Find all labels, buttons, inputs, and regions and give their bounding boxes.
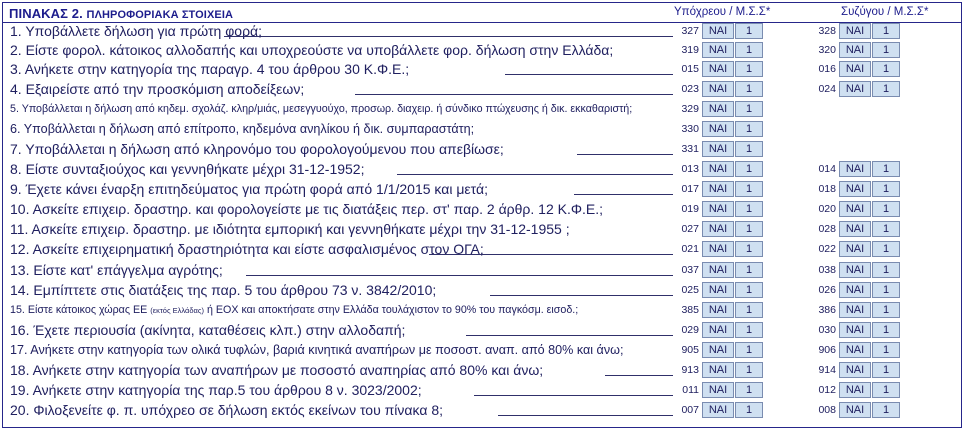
question-text: 18. Ανήκετε στην κατηγορία των αναπήρων με ποσοστό αναπηρίας από 80% και άνω; <box>10 362 544 378</box>
value-field-spouse[interactable]: 1 <box>872 382 900 398</box>
question-text: 20. Φιλοξενείτε φ. π. υπόχρεο σε δήλωση εκτός εκείνων του πίνακα 8; <box>10 402 443 418</box>
field-code-taxpayer: 017 <box>681 183 699 195</box>
value-field-taxpayer[interactable]: 1 <box>735 302 763 318</box>
yes-checkbox-taxpayer[interactable]: ΝΑΙ <box>702 221 734 237</box>
question-text: 4. Εξαιρείστε από την προσκόμιση αποδείξεων; <box>10 81 305 97</box>
question-row <box>3 41 961 60</box>
yes-checkbox-taxpayer[interactable]: ΝΑΙ <box>702 262 734 278</box>
question-text: 7. Υποβάλλεται η δήλωση από κληρονόμο του φορολογούμενου που απεβίωσε; <box>10 141 504 157</box>
leader-line <box>605 375 673 376</box>
value-field-spouse[interactable]: 1 <box>872 221 900 237</box>
yes-checkbox-spouse[interactable]: ΝΑΙ <box>839 241 871 257</box>
question-text: 5. Υποβάλλεται η δήλωση από κηδεμ. σχολάζ. κληρ/μιάς, μεσεγγυούχο, προσωρ. διαχειρ. ή σύνδικο πτώχευσης ή δικ. εκκαθαριστή; <box>10 103 633 115</box>
field-code-spouse: 028 <box>818 223 836 235</box>
table-header <box>3 3 961 23</box>
value-field-spouse[interactable]: 1 <box>872 241 900 257</box>
question-text: 8. Είστε συνταξιούχος και γεννηθήκατε μέχρι 31-12-1952; <box>10 161 365 177</box>
value-field-spouse[interactable]: 1 <box>872 302 900 318</box>
value-field-spouse[interactable]: 1 <box>872 262 900 278</box>
field-code-taxpayer: 025 <box>681 284 699 296</box>
field-code-spouse: 018 <box>818 183 836 195</box>
question-text: 17. Ανήκετε στην κατηγορία των ολικά τυφλών, βαριά κινητικά αναπήρων με ποσοστ. αναπ. από 80% και άνω; <box>10 343 624 357</box>
question-text: 1. Υποβάλλετε δήλωση για πρώτη φορά; <box>10 23 263 39</box>
yes-checkbox-spouse[interactable]: ΝΑΙ <box>839 302 871 318</box>
field-code-taxpayer: 013 <box>681 163 699 175</box>
value-field-spouse[interactable]: 1 <box>872 322 900 338</box>
question-row <box>3 281 961 300</box>
yes-checkbox-spouse[interactable]: ΝΑΙ <box>839 42 871 58</box>
question-text: 13. Είστε κατ' επάγγελμα αγρότης; <box>10 262 223 278</box>
yes-checkbox-taxpayer[interactable]: ΝΑΙ <box>702 362 734 378</box>
question-row <box>3 180 961 199</box>
question-row <box>3 321 961 340</box>
value-field-taxpayer[interactable]: 1 <box>735 23 763 39</box>
leader-line <box>474 395 673 396</box>
yes-checkbox-spouse[interactable]: ΝΑΙ <box>839 181 871 197</box>
question-text: 10. Ασκείτε επιχειρ. δραστηρ. και φορολογείστε με τις διατάξεις περ. στ' παρ. 2 άρθρ. 12 Κ.Φ.Ε.; <box>10 201 604 217</box>
field-code-spouse: 020 <box>818 203 836 215</box>
question-row <box>3 100 961 119</box>
value-field-spouse[interactable]: 1 <box>872 402 900 418</box>
question-text: 12. Ασκείτε επιχειρηματική δραστηριότητα και είστε ασφαλισμένος στον ΟΓΑ; <box>10 241 484 257</box>
question-row <box>3 301 961 320</box>
field-code-taxpayer: 021 <box>681 243 699 255</box>
question-text: 16. Έχετε περιουσία (ακίνητα, καταθέσεις κλπ.) στην αλλοδαπή; <box>10 322 406 338</box>
yes-checkbox-taxpayer[interactable]: ΝΑΙ <box>702 161 734 177</box>
field-code-taxpayer: 913 <box>681 364 699 376</box>
field-code-taxpayer: 023 <box>681 83 699 95</box>
yes-checkbox-spouse[interactable]: ΝΑΙ <box>839 322 871 338</box>
yes-checkbox-taxpayer[interactable]: ΝΑΙ <box>702 201 734 217</box>
question-row <box>3 160 961 179</box>
field-code-taxpayer: 329 <box>681 103 699 115</box>
field-code-spouse: 320 <box>818 44 836 56</box>
field-code-taxpayer: 331 <box>681 143 699 155</box>
yes-checkbox-spouse[interactable]: ΝΑΙ <box>839 282 871 298</box>
leader-line <box>577 154 673 155</box>
value-field-spouse[interactable]: 1 <box>872 362 900 378</box>
question-text: 9. Έχετε κάνει έναρξη επιτηδεύματος για πρώτη φορά από 1/1/2015 και μετά; <box>10 181 488 197</box>
yes-checkbox-spouse[interactable]: ΝΑΙ <box>839 342 871 358</box>
question-row <box>3 120 961 139</box>
leader-line <box>246 275 673 276</box>
field-code-spouse: 914 <box>818 364 836 376</box>
field-code-taxpayer: 015 <box>681 63 699 75</box>
field-code-taxpayer: 029 <box>681 324 699 336</box>
yes-checkbox-taxpayer[interactable]: ΝΑΙ <box>702 282 734 298</box>
column-header-spouse: Συζύγου / Μ.Σ.Σ* <box>841 6 929 18</box>
field-code-taxpayer: 319 <box>681 44 699 56</box>
yes-checkbox-spouse[interactable]: ΝΑΙ <box>839 221 871 237</box>
field-code-spouse: 038 <box>818 264 836 276</box>
yes-checkbox-taxpayer[interactable]: ΝΑΙ <box>702 81 734 97</box>
value-field-taxpayer[interactable]: 1 <box>735 342 763 358</box>
leader-line <box>498 415 673 416</box>
value-field-spouse[interactable]: 1 <box>872 61 900 77</box>
question-text: 6. Υποβάλλεται η δήλωση από επίτροπο, κηδεμόνα ανηλίκου ή δικ. συμπαραστάτη; <box>10 122 475 136</box>
value-field-taxpayer[interactable]: 1 <box>735 101 763 117</box>
question-row <box>3 220 961 239</box>
yes-checkbox-taxpayer[interactable]: ΝΑΙ <box>702 322 734 338</box>
yes-checkbox-spouse[interactable]: ΝΑΙ <box>839 362 871 378</box>
yes-checkbox-taxpayer[interactable]: ΝΑΙ <box>702 342 734 358</box>
value-field-spouse[interactable]: 1 <box>872 342 900 358</box>
field-code-spouse: 024 <box>818 83 836 95</box>
field-code-spouse: 016 <box>818 63 836 75</box>
question-row <box>3 341 961 360</box>
yes-checkbox-spouse[interactable]: ΝΑΙ <box>839 23 871 39</box>
value-field-taxpayer[interactable]: 1 <box>735 201 763 217</box>
value-field-spouse[interactable]: 1 <box>872 282 900 298</box>
field-code-spouse: 012 <box>818 384 836 396</box>
field-code-taxpayer: 007 <box>681 404 699 416</box>
yes-checkbox-taxpayer[interactable]: ΝΑΙ <box>702 302 734 318</box>
value-field-taxpayer[interactable]: 1 <box>735 61 763 77</box>
column-header-taxpayer: Υπόχρεου / Μ.Σ.Σ* <box>674 6 771 18</box>
question-row <box>3 80 961 99</box>
question-text: 11. Ασκείτε επιχειρ. δραστηρ. με ιδιότητα εμπορική και γεννηθήκατε μέχρι την 31-12-1955 ; <box>10 221 570 237</box>
yes-checkbox-spouse[interactable]: ΝΑΙ <box>839 61 871 77</box>
question-text: 19. Ανήκετε στην κατηγορία της παρ.5 του άρθρου 8 ν. 3023/2002; <box>10 382 422 398</box>
yes-checkbox-taxpayer[interactable]: ΝΑΙ <box>702 382 734 398</box>
leader-line <box>397 174 673 175</box>
yes-checkbox-taxpayer[interactable]: ΝΑΙ <box>702 181 734 197</box>
leader-line <box>505 74 673 75</box>
question-row <box>3 261 961 280</box>
field-code-spouse: 030 <box>818 324 836 336</box>
yes-checkbox-spouse[interactable]: ΝΑΙ <box>839 161 871 177</box>
value-field-taxpayer[interactable]: 1 <box>735 81 763 97</box>
value-field-taxpayer[interactable]: 1 <box>735 362 763 378</box>
leader-line <box>355 94 673 95</box>
yes-checkbox-taxpayer[interactable]: ΝΑΙ <box>702 141 734 157</box>
yes-checkbox-spouse[interactable]: ΝΑΙ <box>839 402 871 418</box>
field-code-spouse: 026 <box>818 284 836 296</box>
value-field-spouse[interactable]: 1 <box>872 81 900 97</box>
field-code-spouse: 022 <box>818 243 836 255</box>
question-row <box>3 361 961 380</box>
question-text: 3. Ανήκετε στην κατηγορία της παραγρ. 4 του άρθρου 30 Κ.Φ.Ε.; <box>10 61 410 77</box>
field-code-taxpayer: 019 <box>681 203 699 215</box>
question-row <box>3 240 961 259</box>
leader-line <box>466 335 673 336</box>
question-row <box>3 401 961 420</box>
yes-checkbox-spouse[interactable]: ΝΑΙ <box>839 81 871 97</box>
field-code-spouse: 386 <box>818 304 836 316</box>
question-row <box>3 22 961 41</box>
table-title: ΠΙΝΑΚΑΣ 2. ΠΛΗΡΟΦΟΡΙΑΚΑ ΣΤΟΙΧΕΙΑ <box>9 6 234 21</box>
value-field-spouse[interactable]: 1 <box>872 181 900 197</box>
value-field-taxpayer[interactable]: 1 <box>735 221 763 237</box>
value-field-taxpayer[interactable]: 1 <box>735 121 763 137</box>
field-code-spouse: 328 <box>818 25 836 37</box>
question-row <box>3 200 961 219</box>
yes-checkbox-taxpayer[interactable]: ΝΑΙ <box>702 101 734 117</box>
leader-line <box>429 254 673 255</box>
value-field-taxpayer[interactable]: 1 <box>735 322 763 338</box>
value-field-spouse[interactable]: 1 <box>872 201 900 217</box>
question-row <box>3 140 961 159</box>
field-code-taxpayer: 905 <box>681 344 699 356</box>
value-field-taxpayer[interactable]: 1 <box>735 282 763 298</box>
value-field-spouse[interactable]: 1 <box>872 23 900 39</box>
field-code-taxpayer: 037 <box>681 264 699 276</box>
yes-checkbox-taxpayer[interactable]: ΝΑΙ <box>702 121 734 137</box>
yes-checkbox-spouse[interactable]: ΝΑΙ <box>839 201 871 217</box>
value-field-taxpayer[interactable]: 1 <box>735 161 763 177</box>
field-code-spouse: 014 <box>818 163 836 175</box>
leader-line <box>574 194 673 195</box>
field-code-taxpayer: 330 <box>681 123 699 135</box>
yes-checkbox-taxpayer[interactable]: ΝΑΙ <box>702 42 734 58</box>
value-field-taxpayer[interactable]: 1 <box>735 382 763 398</box>
yes-checkbox-taxpayer[interactable]: ΝΑΙ <box>702 241 734 257</box>
value-field-taxpayer[interactable]: 1 <box>735 181 763 197</box>
value-field-taxpayer[interactable]: 1 <box>735 402 763 418</box>
question-row <box>3 60 961 79</box>
field-code-taxpayer: 327 <box>681 25 699 37</box>
yes-checkbox-taxpayer[interactable]: ΝΑΙ <box>702 23 734 39</box>
value-field-taxpayer[interactable]: 1 <box>735 262 763 278</box>
field-code-taxpayer: 027 <box>681 223 699 235</box>
yes-checkbox-spouse[interactable]: ΝΑΙ <box>839 262 871 278</box>
field-code-spouse: 906 <box>818 344 836 356</box>
value-field-taxpayer[interactable]: 1 <box>735 141 763 157</box>
field-code-spouse: 008 <box>818 404 836 416</box>
question-row <box>3 381 961 400</box>
field-code-taxpayer: 385 <box>681 304 699 316</box>
value-field-spouse[interactable]: 1 <box>872 42 900 58</box>
yes-checkbox-taxpayer[interactable]: ΝΑΙ <box>702 61 734 77</box>
leader-line <box>490 295 673 296</box>
value-field-taxpayer[interactable]: 1 <box>735 241 763 257</box>
yes-checkbox-taxpayer[interactable]: ΝΑΙ <box>702 402 734 418</box>
value-field-spouse[interactable]: 1 <box>872 161 900 177</box>
question-text: 2. Είστε φορολ. κάτοικος αλλοδαπής και υποχρεούστε να υποβάλλετε φορ. δήλωση στην Ελλάδα; <box>10 42 614 58</box>
leader-line <box>224 36 673 37</box>
yes-checkbox-spouse[interactable]: ΝΑΙ <box>839 382 871 398</box>
question-text: 14. Εμπίπτετε στις διατάξεις της παρ. 5 του άρθρου 73 ν. 3842/2010; <box>10 282 437 298</box>
field-code-taxpayer: 011 <box>682 384 699 396</box>
question-text: 15. Είστε κάτοικος χώρας ΕΕ (εκτός Ελλάδας) ή ΕΟΧ και αποκτήσατε στην Ελλάδα τουλάχιστον το 90% του παγκόσμ. εισοδ.; <box>10 304 579 316</box>
value-field-taxpayer[interactable]: 1 <box>735 42 763 58</box>
